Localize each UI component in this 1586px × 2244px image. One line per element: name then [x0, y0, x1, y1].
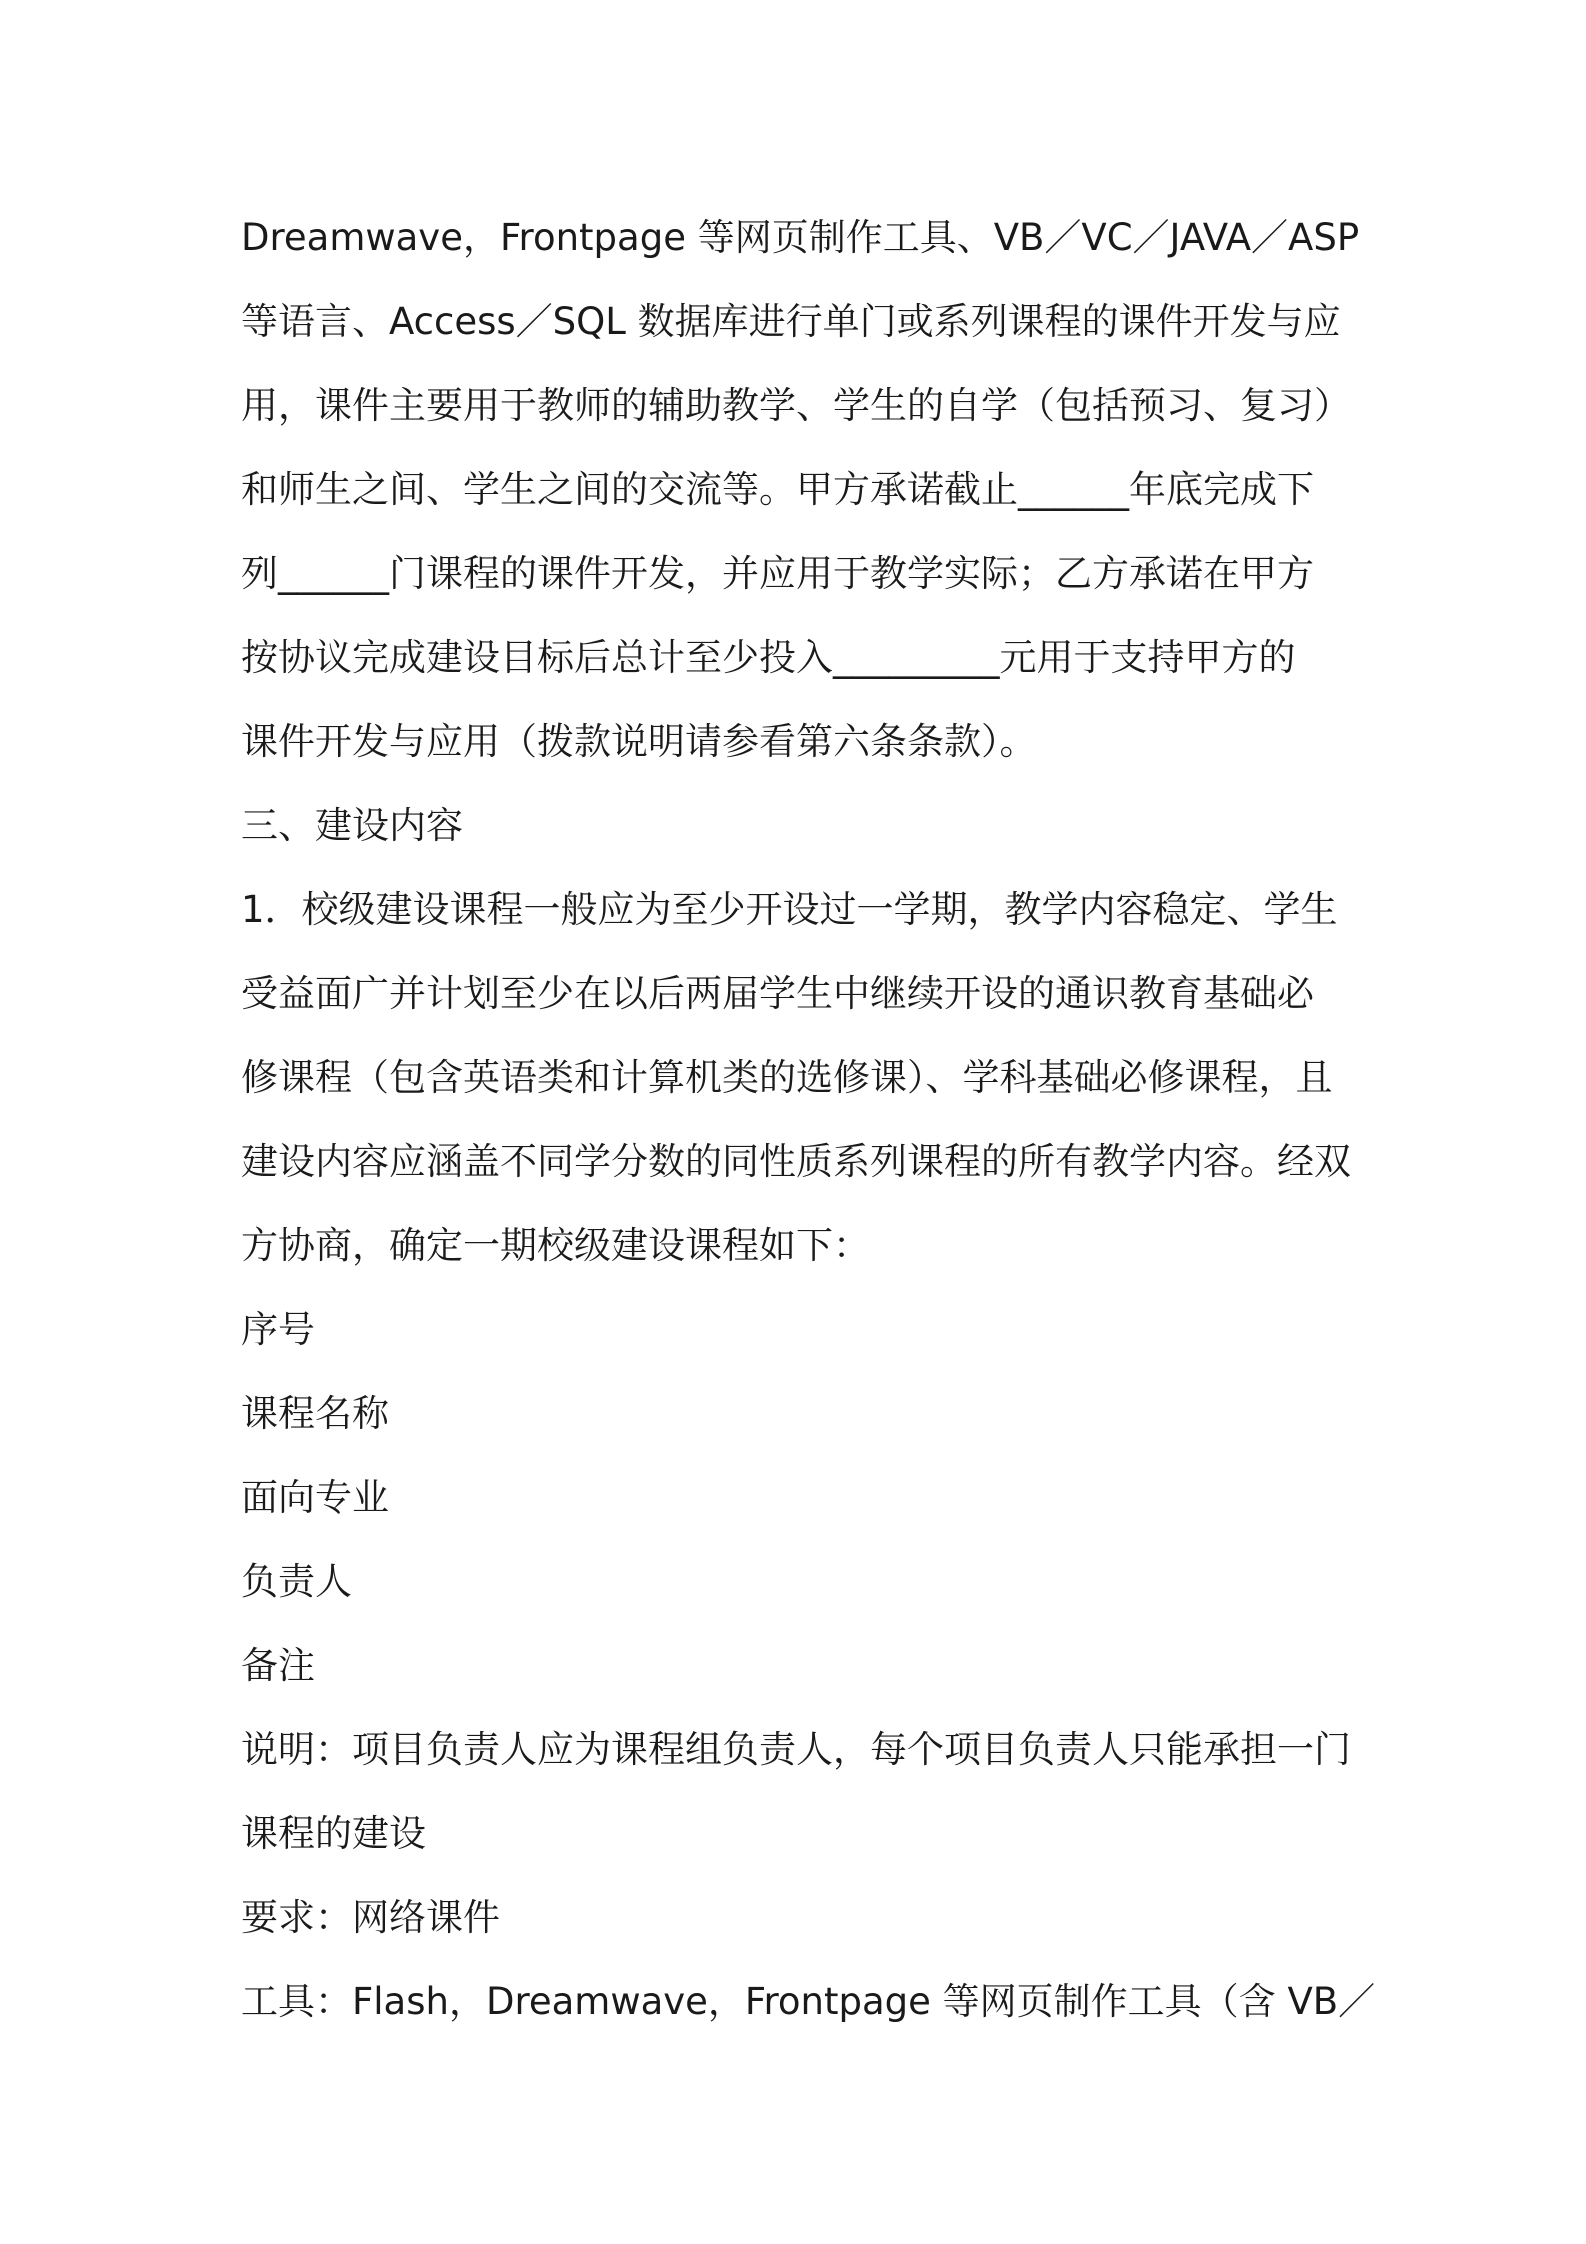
- paragraph-line: 课件开发与应用（拨款说明请参看第六条条款）。: [241, 720, 1037, 763]
- table-header-course-name: 课程名称: [241, 1392, 389, 1435]
- paragraph-line: 列______门课程的课件开发，并应用于教学实际；乙方承诺在甲方: [241, 552, 1314, 595]
- paragraph-line: 1．校级建设课程一般应为至少开设过一学期，教学内容稳定、学生: [241, 888, 1338, 931]
- table-header-serial: 序号: [241, 1308, 315, 1351]
- tools-line: 工具：Flash，Dreamwave，Frontpage 等网页制作工具（含 VB／: [241, 1980, 1376, 2023]
- table-header-notes: 备注: [241, 1644, 315, 1687]
- paragraph-line: 受益面广并计划至少在以后两届学生中继续开设的通识教育基础必: [241, 972, 1314, 1015]
- note-line: 说明：项目负责人应为课程组负责人，每个项目负责人只能承担一门: [241, 1728, 1351, 1771]
- note-line: 课程的建设: [241, 1812, 426, 1855]
- paragraph-line: 建设内容应涵盖不同学分数的同性质系列课程的所有教学内容。经双: [241, 1140, 1351, 1183]
- table-header-major: 面向专业: [241, 1476, 389, 1519]
- requirement-line: 要求：网络课件: [241, 1896, 500, 1939]
- table-header-owner: 负责人: [241, 1560, 352, 1603]
- paragraph-line: 用，课件主要用于教师的辅助教学、学生的自学（包括预习、复习）: [241, 384, 1351, 427]
- paragraph-line: 等语言、Access／SQL 数据库进行单门或系列课程的课件开发与应: [241, 300, 1341, 343]
- document-body: [241, 196, 1376, 2044]
- paragraph-line: 方协商，确定一期校级建设课程如下：: [241, 1224, 870, 1267]
- section-heading: 三、建设内容: [241, 804, 463, 847]
- paragraph-line: 修课程（包含英语类和计算机类的选修课）、学科基础必修课程，且: [241, 1056, 1333, 1099]
- paragraph-line: 按协议完成建设目标后总计至少投入_________元用于支持甲方的: [241, 636, 1296, 679]
- paragraph-line: Dreamwave，Frontpage 等网页制作工具、VB／VC／JAVA／ASP: [241, 216, 1360, 259]
- paragraph-line: 和师生之间、学生之间的交流等。甲方承诺截止______年底完成下: [241, 468, 1314, 511]
